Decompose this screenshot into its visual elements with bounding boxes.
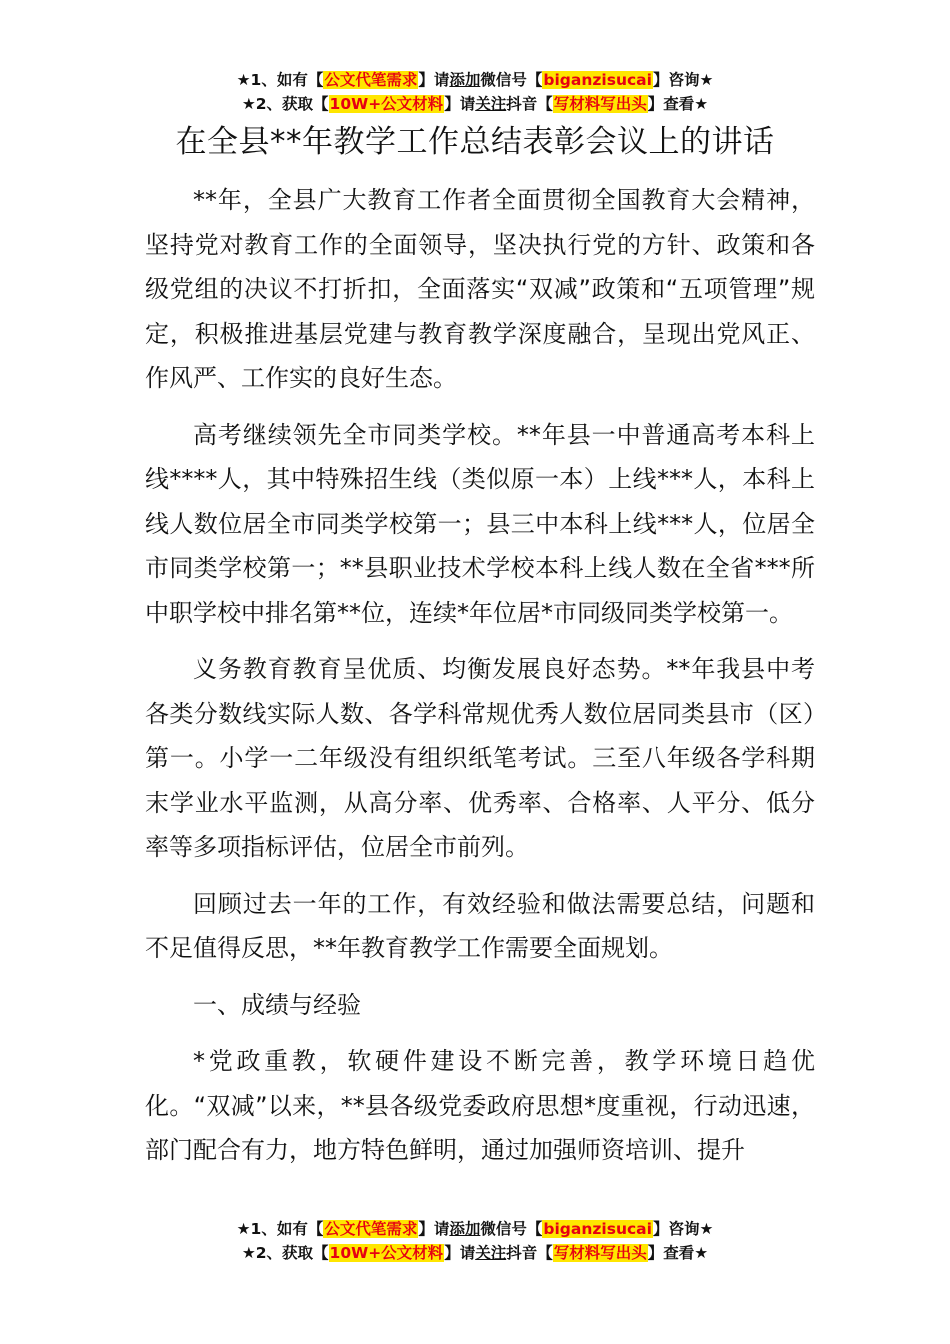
promo-highlight: 公文代笔需求: [324, 1220, 418, 1238]
body-paragraph: 高考继续领先全市同类学校。**年县一中普通高考本科上线****人，其中特殊招生线（类似原一本）上线***人，本科上线人数位居全市同类学校第一；县三中本科上线***人，位居全市同类学校第一；**县职业技术学校本科上线人数在全省***所中职学校中排名第**位，连续*年位居*市同级同类学校第一。: [145, 420, 815, 627]
promo-highlight: 写材料写出头: [553, 1244, 647, 1262]
promo-text: ★1、如有【: [236, 71, 324, 89]
promo-text: ★2、获取【: [241, 1244, 329, 1262]
promo-banner-top: [0, 68, 950, 116]
promo-highlight: 公文代笔需求: [324, 71, 418, 89]
section-heading: 一、成绩与经验: [193, 990, 361, 1019]
promo-text: 微信号【: [480, 1220, 543, 1238]
body-paragraph: *党政重教，软硬件建设不断完善，教学环境日趋优化。“双减”以来，**县各级党委政府思想*度重视，行动迅速，部门配合有力，地方特色鲜明，通过加强师资培训、提升: [145, 1047, 815, 1164]
promo-underline: 添加: [449, 71, 481, 89]
promo-line-2: [0, 92, 950, 116]
promo-highlight: 写材料写出头: [553, 95, 647, 113]
promo-text: ★2、获取【: [241, 95, 329, 113]
promo-text: 】请: [418, 71, 450, 89]
promo-text: 】查看★: [647, 1244, 709, 1262]
document-body: [145, 178, 815, 1185]
body-paragraph: 回顾过去一年的工作，有效经验和做法需要总结，问题和不足值得反思，**年教育教学工作需要全面规划。: [145, 889, 815, 962]
document-title: 在全县**年教学工作总结表彰会议上的讲话: [175, 124, 775, 160]
promo-underline: 添加: [449, 1220, 481, 1238]
promo-highlight: biganzisucai: [543, 71, 652, 89]
promo-text: 抖音【: [506, 1244, 553, 1262]
body-paragraph: 义务教育教育呈优质、均衡发展良好态势。**年我县中考各类分数线实际人数、各学科常规优秀人数位居同类县市（区）第一。小学一二年级没有组织纸笔考试。三至八年级各学科期末学业水平监测，从高分率、优秀率、合格率、人平分、低分率等多项指标评估，位居全市前列。: [145, 655, 815, 861]
promo-banner-bottom: [0, 1217, 950, 1265]
promo-line-1: [0, 1217, 950, 1241]
promo-text: 】咨询★: [652, 71, 714, 89]
promo-underline: 关注: [475, 95, 507, 113]
promo-highlight: biganzisucai: [543, 1220, 652, 1238]
promo-text: 】请: [444, 95, 476, 113]
promo-text: 】请: [444, 1244, 476, 1262]
promo-underline: 关注: [475, 1244, 507, 1262]
promo-text: 抖音【: [506, 95, 553, 113]
promo-line-2: [0, 1241, 950, 1265]
promo-highlight: 10W+公文材料: [329, 95, 444, 113]
promo-text: ★1、如有【: [236, 1220, 324, 1238]
promo-highlight: 10W+公文材料: [329, 1244, 444, 1262]
promo-text: 】请: [418, 1220, 450, 1238]
promo-text: 】咨询★: [652, 1220, 714, 1238]
promo-text: 】查看★: [647, 95, 709, 113]
promo-text: 微信号【: [480, 71, 543, 89]
body-paragraph: **年，全县广大教育工作者全面贯彻全国教育大会精神，坚持党对教育工作的全面领导，坚决执行党的方针、政策和各级党组的决议不打折扣，全面落实“双减”政策和“五项管理”规定，积极推进基层党建与教育教学深度融合，呈现出党风正、作风严、工作实的良好生态。: [145, 186, 815, 392]
promo-line-1: [0, 68, 950, 92]
